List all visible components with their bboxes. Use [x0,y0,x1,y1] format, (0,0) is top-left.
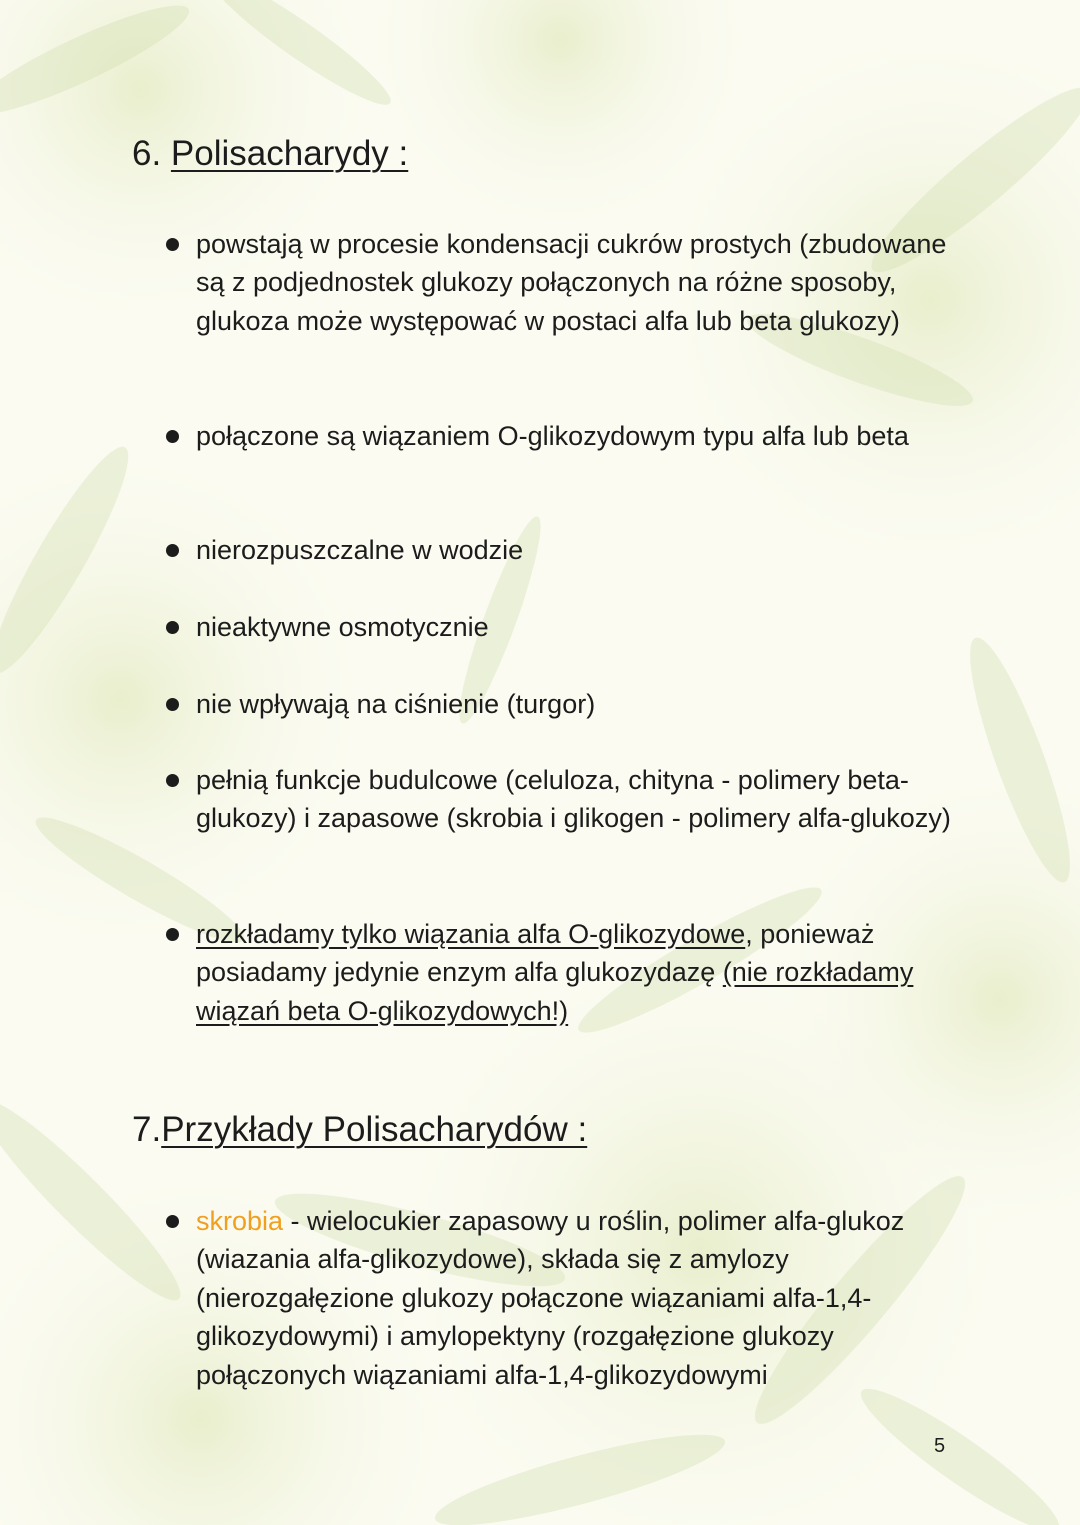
list-item-text: połączone są wiązaniem O-glikozydowym typu alfa lub beta [196,421,909,451]
bullet-dot-icon [166,544,179,557]
list-item-text: powstają w procesie kondensacji cukrów prostych (zbudowane są z podjednostek glukozy połączonych na różne sposoby, glukoza może występować w postaci alfa lub beta glukozy) [196,229,947,336]
bullet-dot-icon [166,430,179,443]
underlined-text: rozkładamy tylko wiązania alfa O-glikozydowe [196,919,746,949]
list-item-text [196,915,952,1030]
plain-text: - wielocukier zapasowy u roślin, polimer alfa-glukoz (wiazania alfa-glikozydowe), składa się z amylozy (nierozgałęzione glukozy połączone wiązaniami alfa-1,4-glikozydowymi) i amylopektyny (rozgałęzione glukozy połączonych wiązaniami alfa-1,4-glikozydowymi [196,1206,905,1390]
bullet-dot-icon [166,774,179,787]
list-item-text [196,1202,952,1394]
page-number: 5 [934,1435,946,1457]
list-item [162,417,952,455]
list-item-text: nierozpuszczalne w wodzie [196,535,524,565]
underlined-text: (nie rozkładamy wiązań beta O-glikozydowych!) [196,957,914,1026]
section-6-title: Polisacharydy : [170,134,409,173]
bullet-dot-icon [166,621,179,634]
list-item [162,685,952,723]
bullet-dot-icon [166,698,179,711]
bullet-dot-icon [166,1215,179,1228]
section-7-heading [132,1110,587,1150]
section-6-number: 6. [132,134,171,173]
highlighted-term: skrobia [196,1206,284,1236]
list-item-text: pełnią funkcje budulcowe (celuloza, chityna - polimery beta-glukozy) i zapasowe (skrobia i glikogen - polimery alfa-glukozy) [196,765,951,834]
list-item-text: nieaktywne osmotycznie [196,612,489,642]
list-item [162,761,952,838]
list-item [162,225,952,340]
section-7-title: Przykłady Polisacharydów : [161,1110,588,1149]
list-item-text: nie wpływają na ciśnienie (turgor) [196,689,596,719]
section-6-heading [132,134,408,174]
list-item [162,1202,952,1394]
list-item [162,531,952,569]
bullet-dot-icon [166,928,179,941]
list-item [162,915,952,1030]
section-7-number: 7. [132,1110,162,1149]
list-item [162,608,952,646]
plain-text: , ponieważ posiadamy jedynie enzym alfa glukozydazę [196,919,875,988]
bullet-dot-icon [166,238,179,251]
